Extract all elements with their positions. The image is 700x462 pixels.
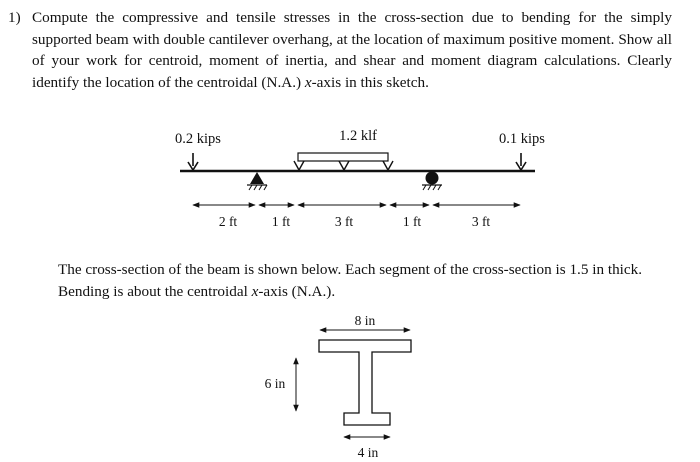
left-point-load-label: 0.2 kips xyxy=(175,131,221,147)
problem-text-1: Compute the compressive and tensile stresses in the cross-section due to bending for the simply supported beam with double cantilever overhang, at the location of maximum positive moment. Show all of your work for centroid, moment of inertia, and shear and moment diagram calculations. Clearly identify the location of the centroidal (N.A.) xyxy=(32,9,672,91)
i-beam-cross-section xyxy=(319,340,411,425)
distributed-load xyxy=(294,153,393,170)
right-point-load-arrow xyxy=(516,153,526,170)
left-point-load-arrow xyxy=(188,153,198,170)
caption-text-x: x xyxy=(251,282,259,300)
dimension-label-3: 3 ft xyxy=(334,214,354,229)
flange-width-label: 8 in xyxy=(354,313,376,328)
problem-number: 1) xyxy=(8,9,21,26)
dimension-label-4: 1 ft xyxy=(402,214,422,229)
distributed-load-label: 1.2 klf xyxy=(339,128,377,144)
bottom-width-label: 4 in xyxy=(357,445,379,460)
problem-text-2: -axis in this sketch. xyxy=(311,73,429,91)
pin-support xyxy=(247,172,267,190)
roller-support xyxy=(422,172,442,191)
problem-text-x: x xyxy=(304,73,312,91)
dimension-label-1: 2 ft xyxy=(218,214,238,229)
caption-text-1: The cross-section of the beam is shown below. Each segment of the cross-section is 1.5 in thick. Bending is about the centroidal xyxy=(58,261,643,300)
dimension-label-5: 3 ft xyxy=(471,214,491,229)
caption-text-2: -axis (N.A.). xyxy=(258,282,336,300)
dimension-label-2: 1 ft xyxy=(271,214,291,229)
section-height-label: 6 in xyxy=(264,376,286,391)
right-point-load-label: 0.1 kips xyxy=(499,131,545,147)
cross-section-caption xyxy=(58,259,648,302)
